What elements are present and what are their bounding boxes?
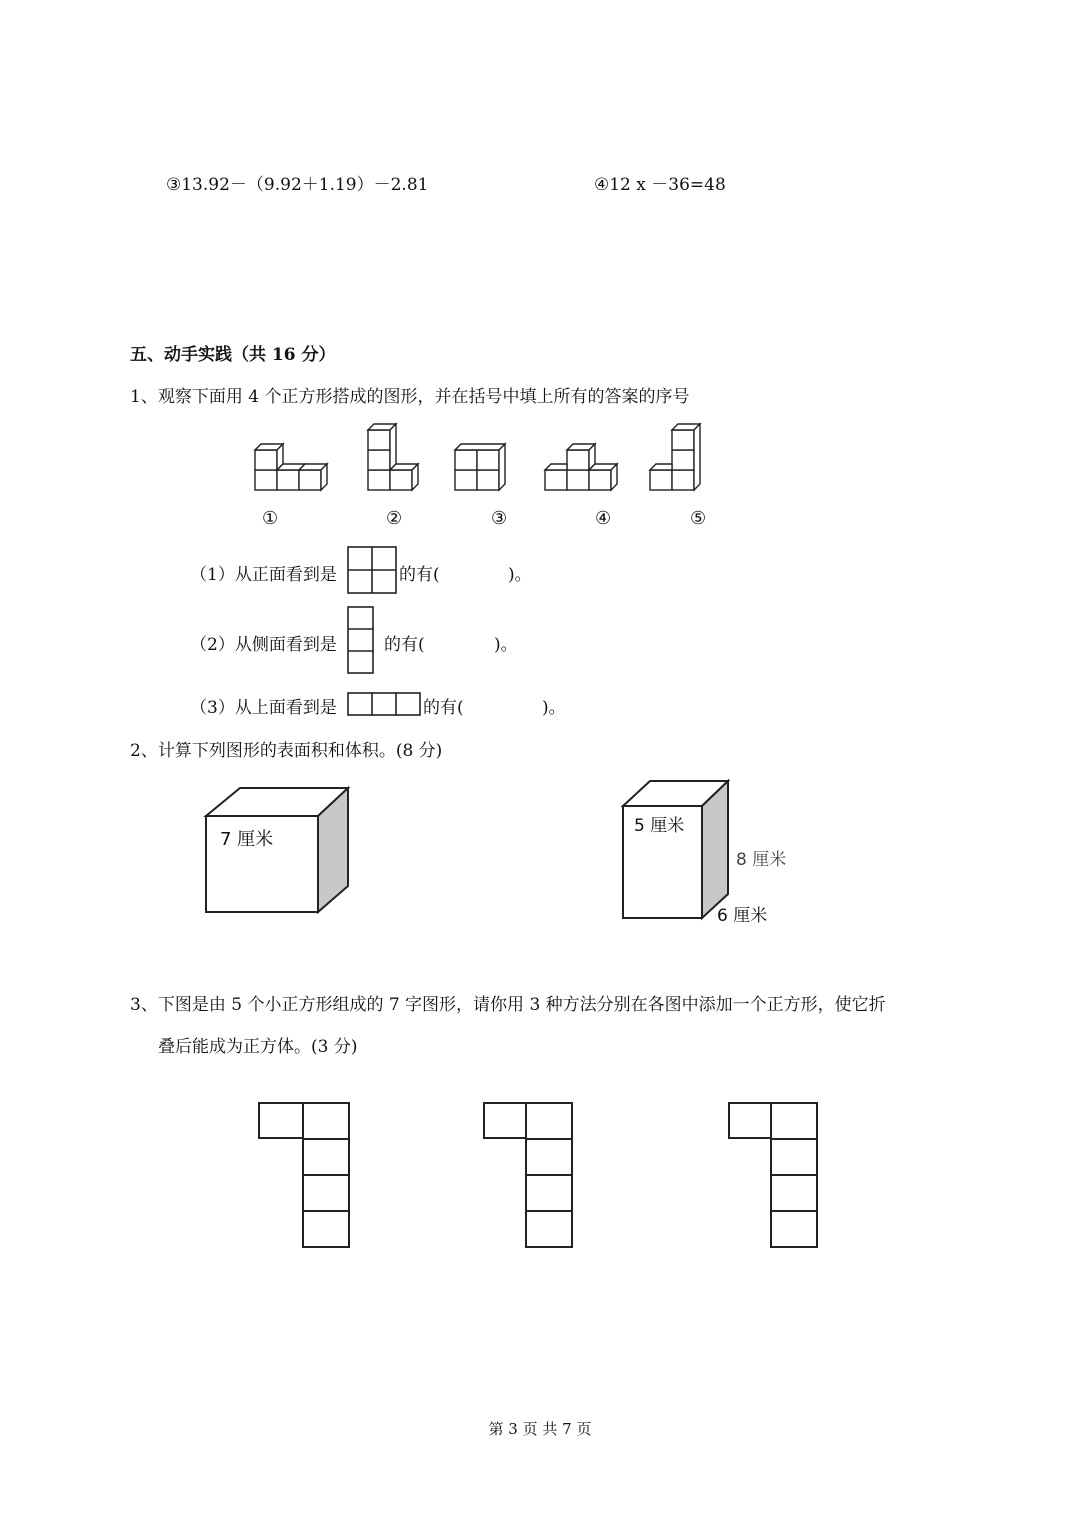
- sub2-close: )。: [494, 635, 518, 655]
- q2-prompt: 2、计算下列图形的表面积和体积。(8 分): [130, 741, 443, 761]
- expression-3: ③13.92－（9.92＋1.19）－2.81: [166, 175, 429, 195]
- sub3-after: 的有(: [423, 698, 464, 718]
- q1-prompt: 1、观察下面用 4 个正方形搭成的图形，并在括号中填上所有的答案的序号: [130, 387, 690, 407]
- figure-label-1: ①: [262, 508, 279, 529]
- figure-label-5: ⑤: [690, 508, 707, 529]
- sub3-before: （3）从上面看到是: [190, 698, 337, 718]
- cuboid-height-label: 8 厘米: [736, 850, 787, 870]
- sub1-close: )。: [508, 565, 532, 585]
- figure-label-2: ②: [386, 508, 403, 529]
- figure-label-3: ③: [491, 508, 508, 529]
- top-view-row-icon: [347, 692, 421, 716]
- side-view-vertical-icon: [347, 606, 375, 674]
- equation-4: ④12 x －36=48: [594, 175, 726, 195]
- q3-prompt-line1: 3、下图是由 5 个小正方形组成的 7 字图形，请你用 3 种方法分别在各图中添加一个正方形，使它折: [130, 995, 886, 1015]
- seven-net-2[interactable]: [483, 1102, 577, 1250]
- seven-net-3[interactable]: [728, 1102, 822, 1250]
- cube-edge-label: 7 厘米: [220, 829, 274, 850]
- sub1-before: （1）从正面看到是: [190, 565, 337, 585]
- sub1-answer-blank[interactable]: [447, 560, 505, 582]
- cuboid-length-label: 5 厘米: [634, 816, 685, 836]
- cube-stacks-graphic: [240, 418, 740, 498]
- cube-figure: [200, 782, 360, 922]
- page-footer: 第 3 页 共 7 页: [488, 1420, 592, 1438]
- q3-prompt-line2: 叠后能成为正方体。(3 分): [158, 1037, 358, 1057]
- seven-net-1[interactable]: [258, 1102, 352, 1250]
- figure-label-4: ④: [595, 508, 612, 529]
- sub2-before: （2）从侧面看到是: [190, 635, 337, 655]
- q1-figures: [240, 418, 740, 498]
- front-view-2x2-icon: [347, 546, 397, 594]
- sub1-after: 的有(: [399, 565, 440, 585]
- sub2-answer-blank[interactable]: [432, 630, 490, 652]
- sub2-after: 的有(: [384, 635, 425, 655]
- sub3-answer-blank[interactable]: [471, 693, 537, 715]
- cuboid-width-label: 6 厘米: [717, 906, 768, 926]
- sub3-close: )。: [542, 698, 566, 718]
- section-title: 五、动手实践（共 16 分）: [130, 345, 336, 365]
